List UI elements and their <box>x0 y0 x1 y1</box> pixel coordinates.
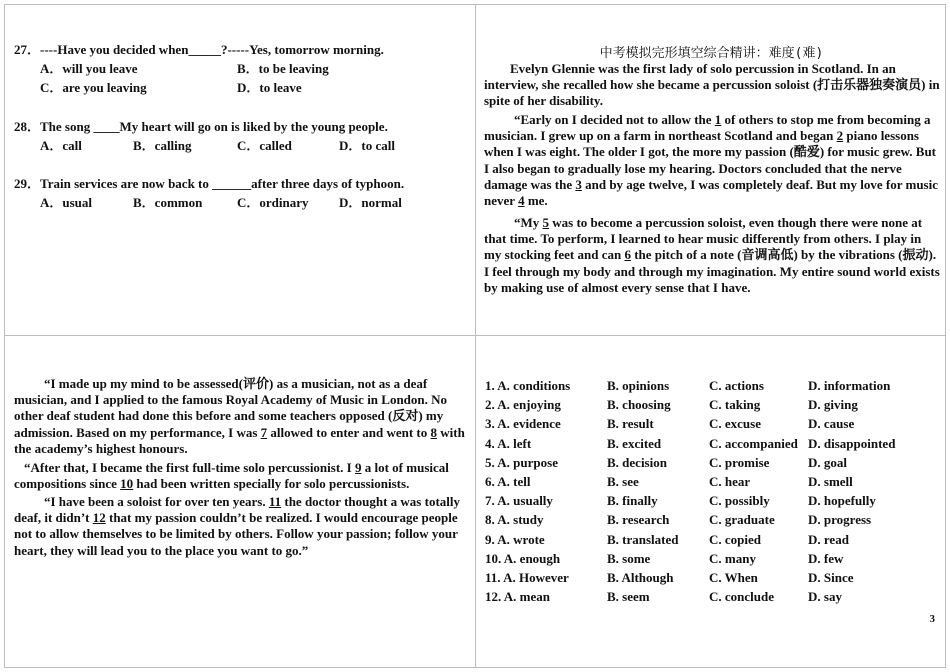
option-cell: D. Since <box>808 570 854 586</box>
option-cell: C. possibly <box>709 493 770 509</box>
passage-paragraph: Evelyn Glennie was the first lady of solo percussion in Scotland. In an interview, she recalled how she became a percussion soloist (打击乐器独奏演员) in spite of her disability. <box>484 61 940 109</box>
option-cell: D. goal <box>808 454 847 470</box>
option-cell: B. Although <box>607 570 674 586</box>
question-blank: ______ <box>212 176 252 191</box>
option-row <box>485 395 918 414</box>
option-cell: B. see <box>607 474 639 490</box>
blank-4: 4 <box>518 193 525 209</box>
option-cell: B. finally <box>607 493 658 509</box>
option-cell: D. progress <box>808 512 872 528</box>
option-cell: C. graduate <box>709 512 775 528</box>
option-cell: D. smell <box>808 474 853 490</box>
option-b: B．to be leaving <box>237 61 329 76</box>
passage-paragraph <box>14 494 470 559</box>
question-stem-part: ?-----Yes, tomorrow morning. <box>220 42 384 57</box>
option-cell: 1. A. conditions <box>485 378 571 393</box>
passage-paragraph <box>14 460 470 492</box>
option-cell: B. result <box>607 416 654 432</box>
text-run: “My <box>514 215 543 230</box>
blank-10: 10 <box>120 476 134 492</box>
option-b: B．calling <box>133 138 192 153</box>
question-29 <box>14 176 404 192</box>
option-cell: 4. A. left <box>485 435 532 451</box>
text-run: that my passion couldn’t be realized. I would encourage people not to allow themselves to be limited by others. Follow your passion; follow your heart, they will lead you to the place you want to go.” <box>14 510 458 558</box>
option-c: C．ordinary <box>237 195 309 210</box>
option-cell: 8. A. study <box>485 512 544 528</box>
option-d: D．to leave <box>237 80 302 95</box>
option-row <box>485 549 918 568</box>
panel-cloze-passage-part2 <box>4 335 476 668</box>
text-run: a lot of musical compositions since <box>14 460 449 492</box>
question-blank: ____ <box>93 119 120 134</box>
blank-9: 9 <box>354 460 362 475</box>
text-run: “I made up my mind to be assessed(评价) as a musician, not as a deaf musician, and I applied to the famous Royal Academy of Music in London. No other deaf student had done this before and some teachers opposed (反对) my admission. Based on my performance, I was <box>14 376 448 440</box>
option-cell: C. conclude <box>709 589 774 605</box>
blank-2: 2 <box>836 128 844 144</box>
panel-multiple-choice <box>4 4 476 336</box>
panel-cloze-passage-part1 <box>475 4 946 336</box>
option-cell: 7. A. usually <box>485 493 553 509</box>
option-cell: 11. A. However <box>485 570 569 586</box>
blank-8: 8 <box>430 424 437 440</box>
blank-5: 5 <box>542 215 550 230</box>
question-stem-part: The song <box>40 119 94 134</box>
option-row <box>485 587 918 606</box>
question-28 <box>14 119 388 135</box>
text-run: with the academy’s highest honours. <box>14 424 465 456</box>
option-cell: B. research <box>607 512 670 528</box>
panel-answer-options <box>475 335 946 668</box>
option-cell: 6. A. tell <box>485 474 531 490</box>
blank-1: 1 <box>714 112 722 127</box>
page-number: 3 <box>929 613 935 625</box>
option-row <box>485 414 918 433</box>
blank-11: 11 <box>268 494 282 509</box>
option-row <box>485 510 918 529</box>
option-cell: 5. A. purpose <box>485 454 558 470</box>
option-cell: B. excited <box>607 435 662 451</box>
text-run: “After that, I became the first full-time solo percussionist. I <box>24 460 355 475</box>
option-cell: C. When <box>709 570 758 586</box>
option-row <box>485 376 918 395</box>
option-cell: B. translated <box>607 531 679 547</box>
question-27 <box>14 42 384 58</box>
blank-3: 3 <box>575 176 582 192</box>
option-c: C．called <box>237 138 292 153</box>
question-number: 27． <box>14 42 41 57</box>
option-cell: 10. A. enough <box>485 550 561 566</box>
option-cell: C. many <box>709 550 756 566</box>
text-run: was to become a percussion soloist, even though there were none at that time. To perform, I learned to hear music differently from others. I play in my stocking feet and can <box>484 215 923 263</box>
text-run: had been written specially for solo percussionists. <box>133 476 410 492</box>
option-cell: C. actions <box>709 378 764 393</box>
text-run: of others to stop me from becoming a musician. I grew up on a farm in northeast Scotland and began <box>484 112 931 144</box>
blank-12: 12 <box>92 510 106 526</box>
option-cell: B. choosing <box>607 397 671 413</box>
option-row <box>485 530 918 549</box>
option-cell: D. disappointed <box>808 435 896 451</box>
option-cell: C. copied <box>709 531 761 547</box>
option-cell: C. accompanied <box>709 435 798 451</box>
option-row <box>485 568 918 587</box>
option-cell: D. say <box>808 589 842 605</box>
option-cell: C. hear <box>709 474 751 490</box>
option-cell: D. few <box>808 550 844 566</box>
option-cell: C. promise <box>709 454 770 470</box>
blank-7: 7 <box>260 424 268 440</box>
text-run: “Early on I decided not to allow the <box>514 112 715 127</box>
question-stem-part: after three days of typhoon. <box>251 176 405 191</box>
text-run: allowed to enter and went to <box>267 424 431 440</box>
option-row <box>485 453 918 472</box>
option-cell: B. some <box>607 550 651 566</box>
option-cell: C. excuse <box>709 416 761 432</box>
option-cell: 3. A. evidence <box>485 416 561 432</box>
option-cell: 9. A. wrote <box>485 531 545 547</box>
option-cell: B. decision <box>607 454 667 470</box>
question-stem-part: My heart will go on is liked by the young people. <box>119 119 388 134</box>
option-d: D．normal <box>339 195 402 210</box>
section-title: 中考模拟完形填空综合精讲：难度(难) <box>599 46 824 61</box>
blank-6: 6 <box>624 247 631 263</box>
option-a: A．usual <box>40 195 93 210</box>
option-row <box>485 472 918 491</box>
text-run: the doctor thought a was totally deaf, it didn’t <box>14 494 460 526</box>
option-d: D．to call <box>339 138 395 153</box>
passage-paragraph <box>484 112 940 209</box>
option-cell: B. seem <box>607 589 650 605</box>
text-run: the pitch of a note (音调高低) by the vibrations (振动). I feel through my body and through my imagination. My entire sound world exists by making use of almost every sense that I have. <box>484 247 940 295</box>
question-stem-part: ----Have you decided when <box>40 42 189 57</box>
option-cell: D. cause <box>808 416 855 432</box>
passage-paragraph <box>484 215 940 296</box>
option-a: A．call <box>40 138 82 153</box>
text-run: piano lessons when I was eight. The older I got, the more my passion (酷爱) for music grew. But I also began to gradually lose my hearing. Doctors concluded that the nerve damage was the <box>484 128 936 192</box>
option-row <box>485 434 918 453</box>
option-row <box>485 491 918 510</box>
passage-paragraph <box>14 376 470 457</box>
option-cell: D. read <box>808 531 849 547</box>
option-cell: D. information <box>808 378 891 393</box>
question-stem-part: Train services are now back to <box>40 176 213 191</box>
option-cell: D. hopefully <box>808 493 876 509</box>
option-cell: B. opinions <box>607 378 670 393</box>
option-cell: 12. A. mean <box>485 589 550 605</box>
option-c: C．are you leaving <box>40 80 147 95</box>
option-cell: C. taking <box>709 397 761 413</box>
option-cell: 2. A. enjoying <box>485 397 561 413</box>
text-run: me. <box>524 193 548 209</box>
text-run: “I have been a soloist for over ten years. <box>44 494 269 509</box>
option-cell: D. giving <box>808 397 858 413</box>
option-a: A．will you leave <box>40 61 138 76</box>
question-number: 29． <box>14 176 41 191</box>
option-b: B．common <box>133 195 203 210</box>
question-blank: _____ <box>188 42 221 57</box>
question-number: 28． <box>14 119 41 134</box>
options-table <box>485 376 918 606</box>
text-run: and by age twelve, I was completely deaf. But my love for music never <box>484 176 939 209</box>
